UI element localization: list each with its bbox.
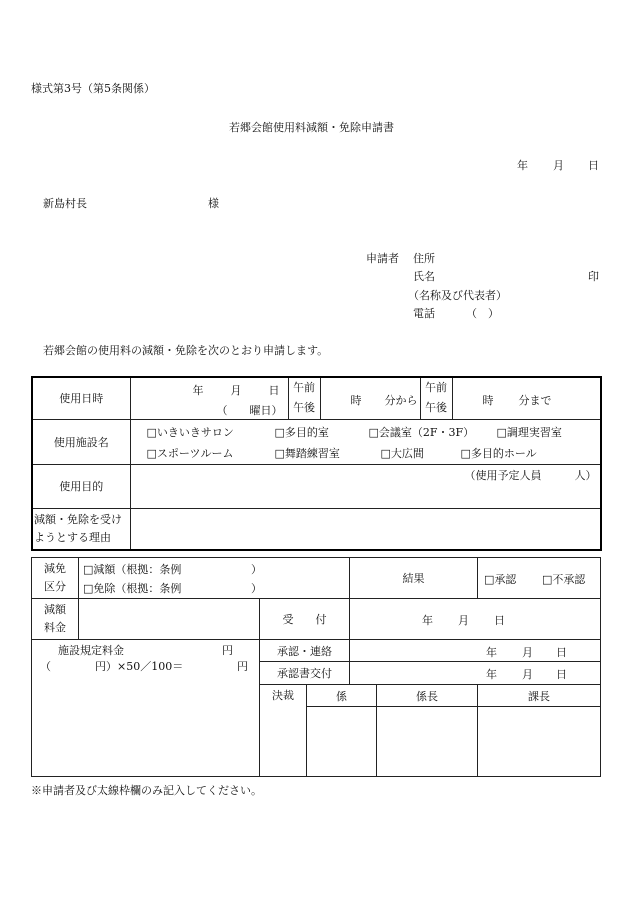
reject-checkbox[interactable]: □不承認 [542,573,586,586]
approval-contact-month: 月 [522,645,534,659]
reception-date-cell[interactable] [350,599,601,640]
approval-delivery-label: 承認書交付 [260,662,350,685]
pm-label: 午後 [293,401,315,415]
reception-label: 受 付 [260,599,350,640]
exemption-close-paren: ） [251,582,262,595]
fee-yen-2: 円 [237,660,248,673]
end-ampm-cell[interactable] [420,377,452,419]
reason-label-line1: 減額・免除を受け [34,512,122,526]
usage-date-day: 日 [268,384,280,398]
approval-delivery-year: 年 [486,667,498,681]
am2-label: 午前 [425,381,447,395]
intro-text: 若郷会館の使用料の減額・免除を次のとおり申請します。 [43,344,329,357]
decision-label: 決裁 [260,685,307,777]
amount-input-cell[interactable] [79,599,260,640]
start-ampm-cell[interactable] [288,377,320,419]
facility-label: 使用施設名 [32,419,130,464]
fee-calculation-cell[interactable] [32,640,260,777]
reduction-close-paren: ） [251,563,262,576]
applicant-label: 申請者 [366,252,399,265]
facility-checkbox-multipurpose-hall[interactable]: □多目的ホール [460,446,537,460]
approval-contact-day: 日 [556,645,568,659]
category-label-line2: 区分 [44,580,66,593]
reception-year: 年 [422,614,434,627]
fee-yen-1: 円 [222,644,233,657]
facility-checkbox-sports-room[interactable]: □スポーツルーム [146,446,234,460]
office-use-table [31,557,601,777]
end-minute-to: 分まで [518,394,552,408]
section-chief-stamp-cell[interactable] [478,707,601,777]
category-label-line1: 減免 [44,562,66,575]
chief-label: 係長 [377,685,478,707]
approval-delivery-date[interactable] [350,662,601,685]
section-chief-label: 課長 [478,685,601,707]
expected-people-note: （使用予定人員 人） [464,468,597,482]
usage-date-year: 年 [192,384,204,398]
end-time-cell[interactable] [452,377,601,419]
approval-delivery-month: 月 [522,667,534,681]
approval-delivery-day: 日 [556,667,568,681]
page-title: 若郷会館使用料減額・免除申請書 [229,121,394,134]
facility-checkbox-great-hall[interactable]: □大広間 [380,446,424,460]
facility-checkbox-multipurpose-room[interactable]: □多目的室 [274,425,329,439]
applicant-name-note: （名称及び代表者） [408,289,507,302]
result-label: 結果 [350,558,478,599]
main-application-table [31,376,602,551]
reception-month: 月 [458,614,470,627]
am-label: 午前 [293,381,315,395]
category-label-cell [32,558,79,599]
fee-formula: （ 円）×50／100＝ [40,660,184,673]
purpose-input-cell[interactable] [130,464,601,508]
fee-label: 施設規定料金 [58,644,124,657]
facility-options [130,419,601,464]
addressee-name: 新島村長 [43,197,87,210]
approve-checkbox[interactable]: □承認 [484,573,517,586]
reason-input-cell[interactable] [130,508,601,550]
reason-label-cell [32,508,130,550]
date-month: 月 [553,159,564,172]
date-year: 年 [517,159,528,172]
usage-weekday: （ 曜日） [216,404,283,418]
usage-date-month: 月 [230,384,242,398]
applicant-phone-label: 電話 [413,307,435,320]
start-hour: 時 [350,394,362,408]
seal-label: 印 [588,270,599,283]
form-number: 様式第3号（第5条関係） [31,82,155,95]
usage-date-cell[interactable] [130,377,288,419]
reduction-checkbox[interactable]: □減額（根拠：条例 [83,563,182,576]
amount-label-line1: 減額 [44,603,66,616]
usage-datetime-label: 使用日時 [32,377,130,419]
amount-label-cell [32,599,79,640]
facility-checkbox-cooking-room[interactable]: □調理実習室 [496,425,562,439]
pm2-label: 午後 [425,401,447,415]
facility-checkbox-dance-room[interactable]: □舞踏練習室 [274,446,340,460]
approval-contact-label: 承認・連絡 [260,640,350,662]
amount-label-line2: 料金 [44,621,66,634]
end-hour: 時 [482,394,494,408]
addressee-honorific: 様 [208,197,219,210]
reception-day: 日 [494,614,506,627]
applicant-name-label: 氏名 [413,270,435,283]
facility-checkbox-meeting-room[interactable]: □会議室（2F・3F） [368,425,475,439]
staff-label: 係 [307,685,377,707]
applicant-address-label: 住所 [413,252,435,265]
category-options-cell [79,558,350,599]
footnote: ※申請者及び太線枠欄のみ記入してください。 [31,784,262,797]
approval-contact-date[interactable] [350,640,601,662]
chief-stamp-cell[interactable] [377,707,478,777]
reason-label-line2: ようとする理由 [34,530,111,544]
facility-checkbox-ikiiki-salon[interactable]: □いきいきサロン [146,425,234,439]
date-day: 日 [588,159,599,172]
start-time-cell[interactable] [320,377,420,419]
result-options-cell [478,558,601,599]
approval-contact-year: 年 [486,645,498,659]
purpose-label: 使用目的 [32,464,130,508]
staff-stamp-cell[interactable] [307,707,377,777]
start-minute-from: 分から [384,394,418,408]
exemption-checkbox[interactable]: □免除（根拠：条例 [83,582,182,595]
applicant-phone-parens: （ ） [466,307,499,320]
